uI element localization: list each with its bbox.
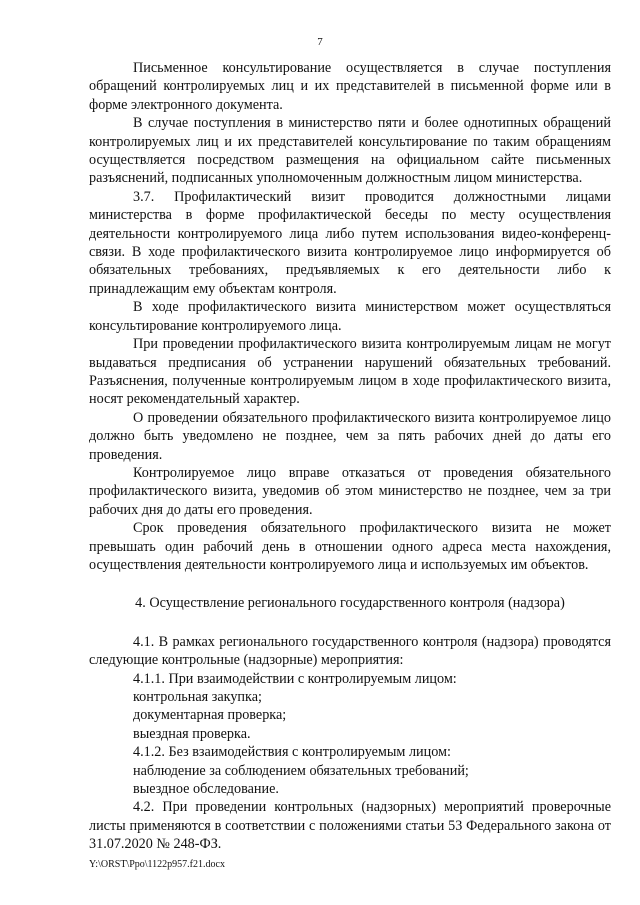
paragraph: 3.7. Профилактический визит проводится должностными лицами министерства в форме профилактической беседы по месту осуществления деятельности контролируемого лица либо путем использования видео-конференц-связи. В ходе профилактического визита контролируемое лицо информируется об обязательных требованиях, предъявляемых к его деятельности либо к принадлежащим ему объектам контроля.: [89, 188, 611, 297]
section-heading: 4. Осуществление регионального государственного контроля (надзора): [135, 595, 565, 612]
paragraph: Контролируемое лицо вправе отказаться от проведения обязательного профилактического визита, уведомив об этом министерство не позднее, чем за три рабочих дня до даты его проведения.: [89, 464, 611, 518]
paragraph: 4.2. При проведении контрольных (надзорных) мероприятий проверочные листы применяются в соответствии с положениями статьи 53 Федерального закона от 31.07.2020 № 248-ФЗ.: [89, 799, 611, 853]
paragraph: Срок проведения обязательного профилактического визита не может превышать один рабочий день в отношении одного адреса места нахождения, осуществления деятельности контролируемого лица и используемых им объектов.: [89, 520, 611, 573]
footer-file-path: Y:\ORST\Ppo\1122p957.f21.docx: [89, 859, 225, 870]
list-item: 4.1.1. При взаимодействии с контролируемым лицом:: [133, 670, 457, 687]
paragraph: В случае поступления в министерство пяти и более однотипных обращений контролируемых лиц и их представителей консультирование по таким обращениям осуществляется посредством размещения на официальном сайте письменных разъяснений, подписанных уполномоченным должностным лицом министерства.: [89, 115, 611, 187]
paragraph: При проведении профилактического визита контролируемым лицам не могут выдаваться предписания об устранении нарушений обязательных требований. Разъяснения, полученные контролируемым лицом в ходе профилактического визита, носят рекомендательный характер.: [89, 336, 611, 408]
list-item: 4.1.2. Без взаимодействия с контролируемым лицом:: [133, 744, 451, 761]
paragraph: Письменное консультирование осуществляется в случае поступления обращений контролируемых лиц и их представителей в письменной форме или в форме электронного документа.: [89, 60, 611, 113]
paragraph: О проведении обязательного профилактического визита контролируемое лицо должно быть уведомлено не позднее, чем за пять рабочих дней до даты его проведения.: [89, 409, 611, 463]
paragraph: В ходе профилактического визита министерством может осуществляться консультирование контролируемого лица.: [89, 299, 611, 334]
page-number: 7: [317, 36, 323, 48]
list-item: наблюдение за соблюдением обязательных требований;: [133, 762, 469, 779]
paragraph: 4.1. В рамках регионального государственного контроля (надзора) проводятся следующие контрольные (надзорные) мероприятия:: [89, 633, 611, 669]
document-body: [89, 59, 611, 854]
list-item: выездное обследование.: [133, 781, 279, 798]
list-item: контрольная закупка;: [133, 689, 262, 705]
list-item: документарная проверка;: [133, 707, 287, 724]
list-item: выездная проверка.: [133, 725, 251, 742]
